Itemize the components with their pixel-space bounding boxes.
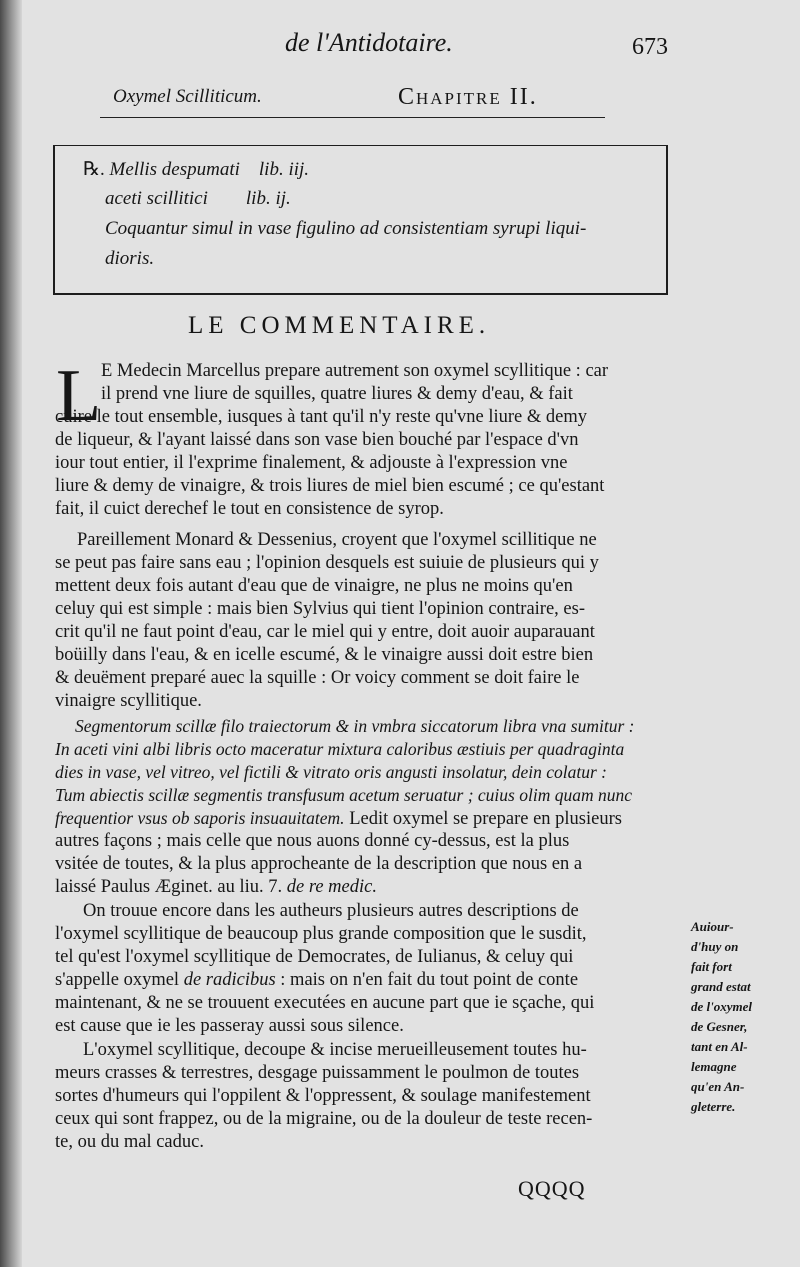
recipe-line-3: Coquantur simul in vase figulino ad consistentiam syrupi liqui- — [105, 218, 587, 239]
running-head: de l'Antidotaire. — [285, 28, 453, 57]
text-line: vsitée de toutes, & la plus approcheante de la description que nous en a — [55, 854, 583, 874]
commentary-title: LE COMMENTAIRE. — [188, 312, 491, 339]
text-line: l'oxymel scyllitique de beaucoup plus grande composition que le susdit, — [55, 924, 587, 944]
text-line: liure & demy de vinaigre, & trois liures de miel bien escumé ; ce qu'estant — [55, 476, 605, 496]
text-line: autres façons ; mais celle que nous auons donné cy-dessus, est la plus — [55, 831, 570, 851]
text-line: fait, il cuict derechef le tout en consistence de syrop. — [55, 499, 444, 519]
recipe-box — [53, 145, 668, 295]
text-line: mettent deux fois autant d'eau que de vinaigre, ne plus ne moins qu'en — [55, 576, 573, 596]
text-line: tel qu'est l'oxymel scyllitique de Democrates, de Iulianus, & celuy qui — [55, 947, 574, 967]
latin-line: In aceti vini albi libris octo maceratur mixtura caloribus æstiuis per quadraginta — [55, 739, 625, 759]
text-line: se peut pas faire sans eau ; l'opinion desquels est suiuie de plusieurs qui y — [55, 553, 599, 573]
signature-mark: QQQQ — [518, 1176, 586, 1201]
italic-run: de radicibus — [183, 970, 276, 990]
page-gutter-shadow — [0, 0, 22, 1267]
text-line: cuire le tout ensemble, iusques à tant qu'il n'y reste qu'vne liure & demy — [55, 407, 587, 427]
latin-line: Segmentorum scillæ filo traiectorum & in vmbra siccatorum libra vna sumitur : — [75, 716, 635, 736]
drop-cap: L — [56, 355, 102, 437]
text-line: sortes d'humeurs qui l'oppilent & l'oppressent, & soulage manifestement — [55, 1086, 591, 1106]
text-line: L'oxymel scyllitique, decoupe & incise merueilleusement toutes hu- — [83, 1040, 587, 1060]
margin-note-line: grand estat — [691, 979, 751, 994]
margin-note-line: lemagne — [691, 1059, 737, 1074]
margin-note-line: Auiour- — [691, 919, 734, 934]
italic-run: de re medic. — [286, 877, 377, 897]
recipe-line-2: aceti scillitici lib. ij. — [105, 188, 291, 209]
margin-note-line: de Gesner, — [691, 1019, 748, 1034]
recipe-line-1 — [83, 158, 309, 181]
roman-run: : mais on n'en fait du tout point de conte — [275, 970, 579, 990]
text-line: & deuëment preparé auec la squille : Or voicy comment se doit faire le — [55, 668, 580, 688]
margin-note-line: d'huy on — [691, 939, 739, 954]
margin-note-line: fait fort — [691, 959, 732, 974]
text-line: est cause que ie les passeray aussi sous silence. — [55, 1016, 404, 1036]
latin-mixed-line — [55, 808, 622, 830]
text-line: il prend vne liure de squilles, quatre liures & demy d'eau, & fait — [101, 384, 573, 404]
text-line: vinaigre scyllitique. — [55, 691, 202, 711]
roman-run: laissé Paulus Æginet. au liu. 7. — [55, 877, 287, 897]
text-line: maintenant, & ne se trouuent executées en aucune part que ie sçache, qui — [55, 993, 595, 1013]
margin-note-line: tant en Al- — [691, 1039, 748, 1054]
chapter-heading: Chapitre II. — [398, 84, 538, 110]
text-line — [55, 970, 578, 991]
margin-note-line: gleterre. — [691, 1099, 736, 1114]
text-line: te, ou du mal caduc. — [55, 1132, 204, 1152]
text-line: meurs crasses & terrestres, desgage puissamment le poulmon de toutes — [55, 1063, 580, 1083]
margin-note-line: qu'en An- — [691, 1079, 745, 1094]
text-line: ceux qui sont frappez, ou de la migraine, ou de la douleur de teste recen- — [55, 1109, 593, 1129]
latin-italic-run: frequentior vsus ob saporis insuauitatem. — [55, 808, 345, 828]
text-line: Pareillement Monard & Dessenius, croyent que l'oxymel scillitique ne — [77, 530, 597, 550]
text-line: celuy qui est simple : mais bien Sylvius qui tient l'opinion contraire, es- — [55, 599, 585, 619]
recipe-symbol: ℞. — [83, 159, 105, 180]
recipe-line-1-text: Mellis despumati lib. iij. — [109, 159, 310, 180]
latin-line: dies in vase, vel vitreo, vel fictili & vitrato oris angusti insolatur, dein colatur : — [55, 762, 607, 782]
header-rule — [100, 117, 605, 118]
text-line: E Medecin Marcellus prepare autrement son oxymel scyllitique : car — [101, 361, 609, 381]
page-number: 673 — [632, 34, 668, 60]
text-line: crit qu'il ne faut point d'eau, car le miel qui y entre, doit auoir auparauant — [55, 622, 595, 642]
text-line: iour tout entier, il l'exprime finalement, & adjouste à l'expression vne — [55, 453, 568, 473]
section-subject: Oxymel Scilliticum. — [113, 86, 262, 107]
roman-run: s'appelle oxymel — [55, 970, 184, 990]
latin-line: Tum abiectis scillæ segmentis transfusum acetum seruatur ; cuius olim quam nunc — [55, 785, 632, 805]
recipe-line-4: dioris. — [105, 248, 155, 269]
text-line: On trouue encore dans les autheurs plusieurs autres descriptions de — [83, 901, 579, 921]
margin-note-line: de l'oxymel — [691, 999, 753, 1014]
text-line: boüilly dans l'eau, & en icelle escumé, & le vinaigre aussi doit estre bien — [55, 645, 594, 665]
text-line: de liqueur, & l'ayant laissé dans son vase bien bouché par l'espace d'vn — [55, 430, 579, 450]
margin-note — [691, 917, 786, 1117]
roman-run: Ledit oxymel se prepare en plusieurs — [344, 809, 622, 829]
text-line — [55, 877, 377, 898]
